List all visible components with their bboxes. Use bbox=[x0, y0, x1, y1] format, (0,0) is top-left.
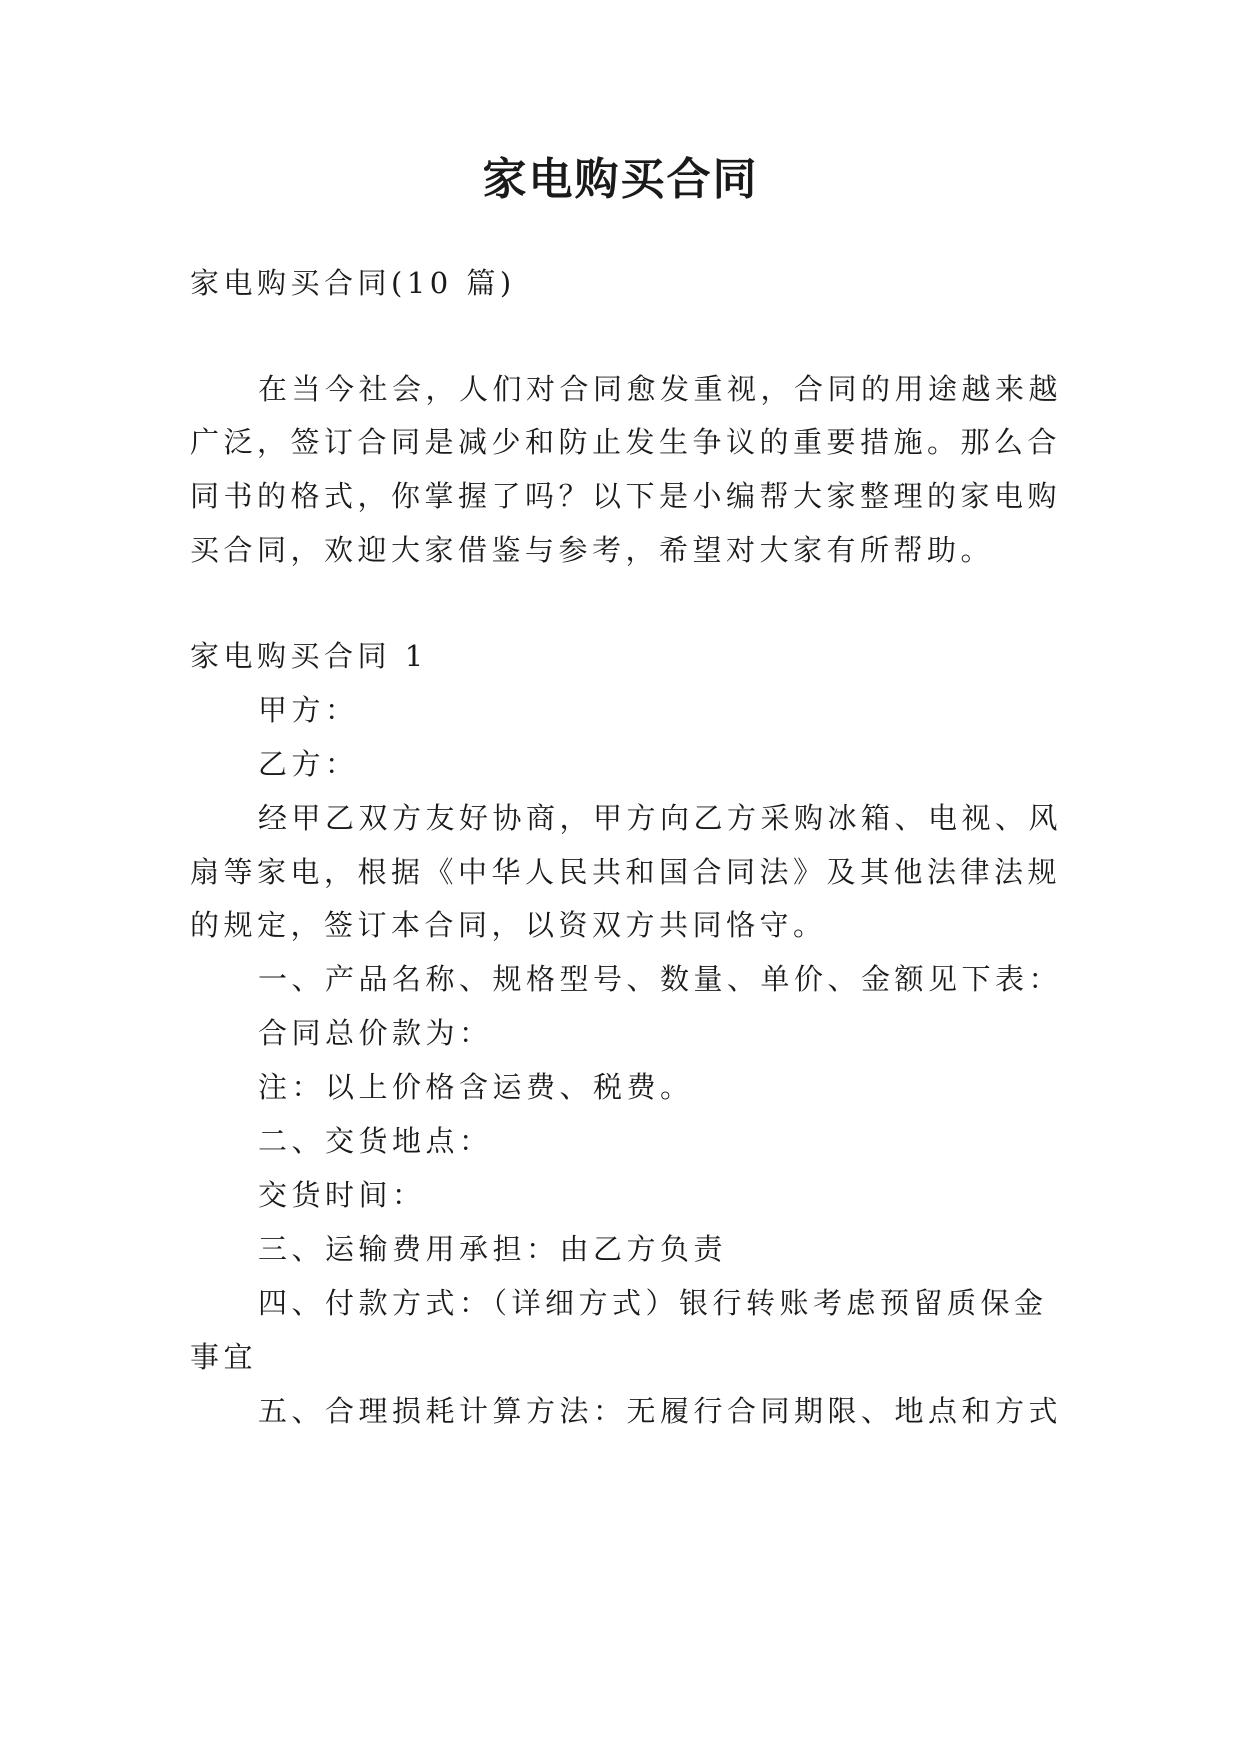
clause-4-line-2: 事宜 bbox=[190, 1340, 258, 1374]
document-subtitle: 家电购买合同(10 篇) bbox=[190, 266, 516, 300]
clause-1: 一、产品名称、规格型号、数量、单价、金额见下表： bbox=[258, 962, 1063, 996]
clause-5: 五、合理损耗计算方法：无履行合同期限、地点和方式 bbox=[258, 1394, 1063, 1428]
price-note: 注：以上价格含运费、税费。 bbox=[258, 1070, 694, 1104]
intro-line-1: 在当今社会，人们对合同愈发重视，合同的用途越来越 bbox=[258, 372, 1063, 406]
party-a-label: 甲方： bbox=[258, 693, 359, 727]
agreement-line-3: 的规定，签订本合同，以资双方共同恪守。 bbox=[190, 908, 827, 942]
clause-2: 二、交货地点： bbox=[258, 1124, 493, 1158]
delivery-time-label: 交货时间： bbox=[258, 1178, 426, 1212]
total-price-label: 合同总价款为： bbox=[258, 1016, 493, 1050]
clause-3: 三、运输费用承担：由乙方负责 bbox=[258, 1232, 728, 1266]
intro-line-3: 同书的格式，你掌握了吗？以下是小编帮大家整理的家电购 bbox=[190, 479, 1062, 513]
section-heading: 家电购买合同 1 bbox=[190, 639, 428, 673]
agreement-line-2: 扇等家电，根据《中华人民共和国合同法》及其他法律法规 bbox=[190, 855, 1062, 889]
clause-4-line-1: 四、付款方式：（详细方式）银行转账考虑预留质保金 bbox=[258, 1286, 1048, 1320]
intro-line-2: 广泛，签订合同是减少和防止发生争议的重要措施。那么合 bbox=[190, 425, 1062, 459]
intro-line-4: 买合同，欢迎大家借鉴与参考，希望对大家有所帮助。 bbox=[190, 533, 995, 567]
document-title: 家电购买合同 bbox=[482, 154, 759, 205]
party-b-label: 乙方： bbox=[258, 747, 359, 781]
agreement-line-1: 经甲乙双方友好协商，甲方向乙方采购冰箱、电视、风 bbox=[258, 801, 1063, 835]
